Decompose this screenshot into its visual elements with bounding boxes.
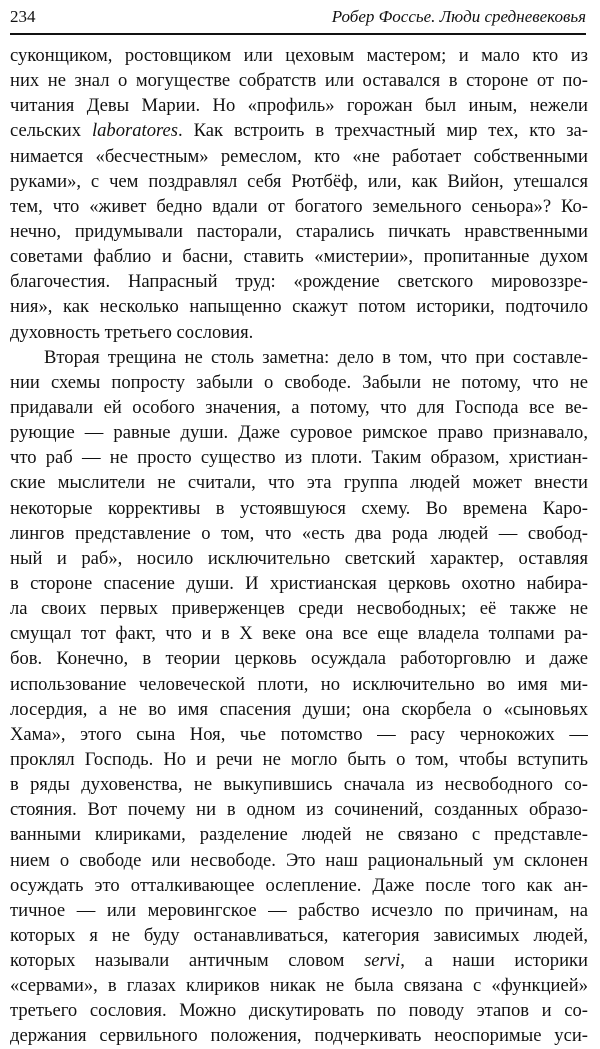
running-header	[10, 4, 586, 30]
text-run: . Как встроить в трехчастный мир тех, кто за-	[178, 120, 588, 142]
text-line: духовность третьего сословия.	[10, 321, 254, 343]
text-line: третьего сословия. Можно дискутировать по поводу этапов и со-	[10, 1000, 588, 1022]
text-line: в стороне спасение души. И христианская церковь охотно набира-	[10, 572, 588, 594]
text-line: бов. Конечно, в теории церковь осуждала работорговлю и даже	[10, 648, 588, 670]
text-run: , а наши историки	[400, 950, 588, 972]
text-line: тичное — или меровингское — рабство исчезло по причинам, на	[10, 899, 588, 921]
text-line: суконщиком, ростовщиком или цеховым мастером; и мало кто из	[10, 45, 588, 66]
text-line	[10, 118, 588, 143]
text-line: в ряды духовенства, не выкупившись сначала из несвободного со-	[10, 774, 588, 796]
text-line: ния», как несколько напыщенно скажут потом историки, подточило	[10, 296, 588, 318]
text-line: что раб — не просто существо из плоти. Таким образом, христиан-	[10, 447, 588, 469]
text-line: проклял Господь. Но и речи не могло быть о том, чтобы вступить	[10, 748, 588, 770]
text-line: нии схемы попросту забыли о свободе. Забыли не потому, что не	[10, 371, 588, 393]
text-line: нечно, придумывали пасторали, старались пичкать нравственными	[10, 220, 588, 242]
text-line: Вторая трещина не столь заметна: дело в том, что при составле-	[44, 346, 588, 368]
text-line: тем, что «живет бедно вдали от богатого земельного сеньора»? Ко-	[10, 195, 588, 217]
text-line: лосердия, а не во имя спасения души; она скорбела о «сыновьях	[10, 698, 588, 720]
text-line: придавали ей особого значения, а потому, что для Господа все ве-	[10, 396, 588, 418]
text-line: Хама», этого сына Ноя, чье потомство — расу чернокожих —	[10, 723, 588, 745]
text-line: советами фаблио и басни, ставить «мистерии», пропитанные духом	[10, 246, 588, 268]
text-line: лингов представление о том, что «есть два рода людей — свобод-	[10, 522, 588, 544]
body-text	[10, 43, 588, 1049]
text-line: нимается «бесчестным» ремеслом, кто «не работает собственными	[10, 145, 588, 167]
text-line: них не знал о могуществе собратств или оставался в стороне от по-	[10, 70, 588, 92]
text-line: некоторые коррективы в устоявшуюся схему. Во времена Каро-	[10, 497, 588, 519]
text-line: читания Девы Марии. Но «профиль» горожан был иным, нежели	[10, 95, 588, 117]
text-line: держания сервильного положения, подчеркивать неоспоримые уси-	[10, 1025, 588, 1047]
latin-term: laboratores	[91, 120, 179, 142]
text-line: рующие — равные души. Даже суровое римское право признавало,	[10, 422, 588, 444]
text-line: стояния. Вот почему ни в одном из сочинений, созданных образо-	[10, 799, 588, 821]
page-number: 234	[10, 7, 36, 26]
text-line: ла своих первых приверженцев среди несвободных; её также не	[10, 598, 588, 620]
text-line: ванными клириками, разделение людей не связано с представле-	[10, 824, 588, 846]
text-line: нием о свободе или несвободе. Это наш рациональный ум склонен	[10, 849, 588, 871]
text-line: смущал тот факт, что и в X веке она все еще владела толпами ра-	[10, 623, 588, 645]
running-title: Робер Фоссье. Люди средневековья	[331, 7, 586, 26]
header-rule	[10, 33, 586, 35]
latin-term: servi	[364, 950, 401, 972]
text-line: ские мыслители не считали, что эта группа людей может внести	[10, 472, 588, 494]
text-line: использование человеческой плоти, но исключительно во имя ми-	[10, 673, 588, 695]
text-line: «сервами», в глазах клириков никак не была связана с «функцией»	[10, 975, 588, 997]
text-line: осуждать это отталкивающее ослепление. Даже после того как ан-	[10, 874, 588, 896]
text-line	[10, 948, 588, 973]
text-run: сельских	[10, 120, 92, 142]
text-line: которых я не буду останавливаться, категория зависимых людей,	[10, 924, 588, 946]
text-run: которых называли античным словом	[10, 950, 365, 972]
text-line: руками», с чем поздравлял себя Рютбёф, или, как Вийон, утешался	[10, 170, 588, 192]
text-line: ный и раб», носило исключительно светский характер, оставляя	[10, 547, 588, 569]
text-line: благочестия. Напрасный труд: «рождение светского мировоззре-	[10, 271, 588, 293]
